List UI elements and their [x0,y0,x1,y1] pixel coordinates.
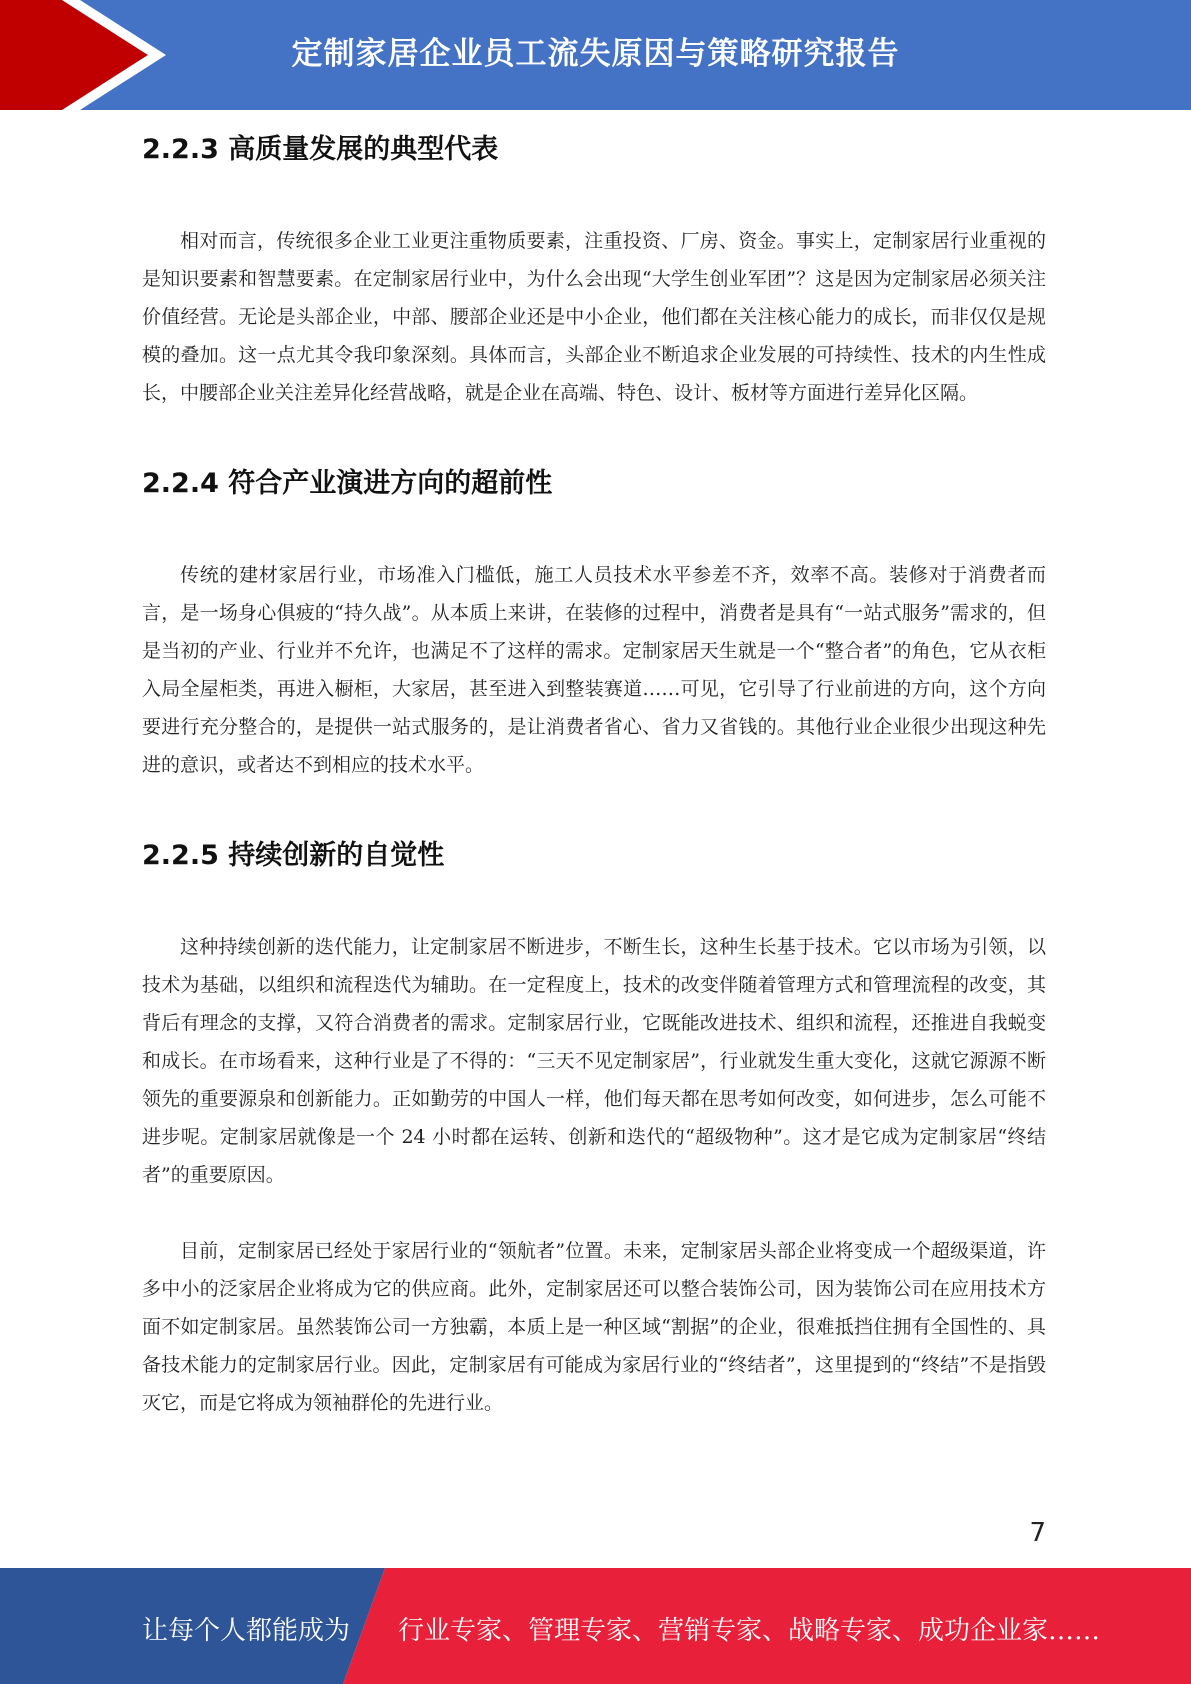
section-heading: 2.2.4 符合产业演进方向的超前性 [142,468,553,499]
page-content [142,130,1046,1422]
body-paragraph: 相对而言，传统很多企业工业更注重物质要素，注重投资、厂房、资金。事实上，定制家居行业重视的是知识要素和智慧要素。在定制家居行业中，为什么会出现“大学生创业军团”？这是因为定制家居必须关注价值经营。无论是头部企业，中部、腰部企业还是中小企业，他们都在关注核心能力的成长，而非仅仅是规模的叠加。这一点尤其令我印象深刻。具体而言，头部企业不断追求企业发展的可持续性、技术的内生性成长，中腰部企业关注差异化经营战略，就是企业在高端、特色、设计、板材等方面进行差异化区隔。 [142,230,1046,404]
section-heading: 2.2.5 持续创新的自觉性 [142,840,445,871]
section-heading: 2.2.3 高质量发展的典型代表 [142,134,499,165]
footer-slogan-right: 行业专家、管理专家、营销专家、战略专家、成功企业家…… [398,1616,1101,1646]
section-2-2-4 [142,464,1046,784]
page-footer [0,1568,1191,1684]
document-title: 定制家居企业员工流失原因与策略研究报告 [291,36,900,72]
page-number: 7 [1029,1518,1046,1548]
footer-slogan-left: 让每个人都能成为 [142,1616,351,1646]
page-header [0,0,1191,110]
body-paragraph: 这种持续创新的迭代能力，让定制家居不断进步，不断生长，这种生长基于技术。它以市场为引领，以技术为基础，以组织和流程迭代为辅助。在一定程度上，技术的改变伴随着管理方式和管理流程的改变，其背后有理念的支撑，又符合消费者的需求。定制家居行业，它既能改进技术、组织和流程，还推进自我蜕变和成长。在市场看来，这种行业是了不得的：“三天不见定制家居”，行业就发生重大变化，这就它源源不断领先的重要源泉和创新能力。正如勤劳的中国人一样，他们每天都在思考如何改变，如何进步，怎么可能不进步呢。定制家居就像是一个 24 小时都在运转、创新和迭代的“超级物种”。这才是它成为定制家居“终结者”的重要原因。 [142,936,1046,1186]
section-2-2-3 [142,130,1046,412]
body-paragraph: 目前，定制家居已经处于家居行业的“领航者”位置。未来，定制家居头部企业将变成一个超级渠道，许多中小的泛家居企业将成为它的供应商。此外，定制家居还可以整合装饰公司，因为装饰公司在应用技术方面不如定制家居。虽然装饰公司一方独霸，本质上是一种区域“割据”的企业，很难抵挡住拥有全国性的、具备技术能力的定制家居行业。因此，定制家居有可能成为家居行业的“终结者”，这里提到的“终结”不是指毁灭它，而是它将成为领袖群伦的先进行业。 [142,1240,1046,1414]
body-paragraph: 传统的建材家居行业，市场准入门槛低，施工人员技术水平参差不齐，效率不高。装修对于消费者而言，是一场身心俱疲的“持久战”。从本质上来讲，在装修的过程中，消费者是具有“一站式服务”需求的，但是当初的产业、行业并不允许，也满足不了这样的需求。定制家居天生就是一个“整合者”的角色，它从衣柜入局全屋柜类，再进入橱柜，大家居，甚至进入到整装赛道……可见，它引导了行业前进的方向，这个方向要进行充分整合的，是提供一站式服务的，是让消费者省心、省力又省钱的。其他行业企业很少出现这种先进的意识，或者达不到相应的技术水平。 [142,564,1046,776]
section-2-2-5 [142,836,1046,1422]
